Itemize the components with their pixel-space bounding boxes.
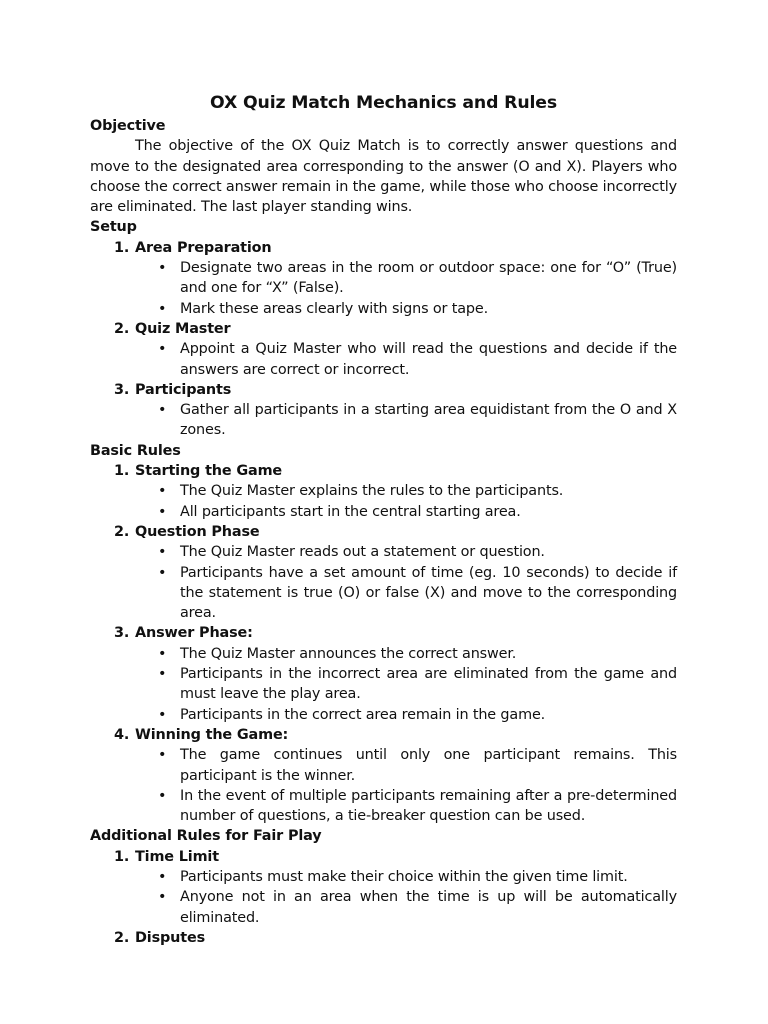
numbered-list [90, 847, 677, 948]
numbered-item [90, 725, 677, 826]
item-title: Winning the Game: [135, 726, 289, 743]
bullet-list [135, 644, 677, 725]
bullet-list [135, 481, 677, 522]
bullet-item: • The Quiz Master explains the rules to the participants. [135, 481, 677, 501]
item-title: Answer Phase: [135, 625, 253, 642]
bullet-item: • Participants in the correct area remain in the game. [135, 705, 677, 725]
item-number: 2. [114, 523, 130, 540]
document-sections [90, 116, 677, 948]
numbered-item [90, 847, 677, 928]
item-number: 3. [114, 381, 130, 398]
numbered-item [90, 319, 677, 380]
numbered-item [90, 461, 677, 522]
item-title: Quiz Master [135, 320, 231, 337]
item-number: 3. [114, 625, 130, 642]
item-title: Area Preparation [135, 239, 272, 256]
item-title: Question Phase [135, 523, 260, 540]
numbered-item [90, 928, 677, 948]
bullet-list [135, 745, 677, 826]
section-paragraph: The objective of the OX Quiz Match is to correctly answer questions and move to the designated area corresponding to the answer (O and X). Players who choose the correct answer remain in the game, while those who choose incorrectly are eliminated. The last player standing wins. [90, 138, 677, 216]
numbered-item [90, 238, 677, 319]
bullet-item: • The Quiz Master announces the correct answer. [135, 644, 677, 664]
bullet-item: • All participants start in the central starting area. [135, 502, 677, 522]
bullet-list [135, 258, 677, 319]
numbered-list [90, 238, 677, 441]
bullet-list [135, 867, 677, 928]
item-number: 4. [114, 726, 130, 743]
item-number: 2. [114, 320, 130, 337]
numbered-item [90, 623, 677, 724]
bullet-item: • Designate two areas in the room or outdoor space: one for “O” (True) and one for “X” (False). [135, 258, 677, 299]
section-heading: Objective [90, 118, 166, 134]
item-number: 2. [114, 929, 130, 946]
numbered-item [90, 380, 677, 441]
document-title: OX Quiz Match Mechanics and Rules [210, 93, 557, 113]
bullet-item: • In the event of multiple participants remaining after a pre-determined number of questions, a tie-breaker question can be used. [135, 786, 677, 827]
document-body [90, 93, 677, 948]
bullet-list [135, 542, 677, 623]
bullet-item: • Participants in the incorrect area are eliminated from the game and must leave the play area. [135, 664, 677, 705]
bullet-item: • Anyone not in an area when the time is up will be automatically eliminated. [135, 887, 677, 928]
bullet-item: • Mark these areas clearly with signs or tape. [135, 299, 677, 319]
bullet-list [135, 400, 677, 441]
bullet-item: • Appoint a Quiz Master who will read the questions and decide if the answers are correct or incorrect. [135, 339, 677, 380]
numbered-item [90, 522, 677, 623]
bullet-item: • Gather all participants in a starting area equidistant from the O and X zones. [135, 400, 677, 441]
section-heading: Additional Rules for Fair Play [90, 828, 322, 845]
numbered-list [90, 461, 677, 826]
bullet-list [135, 339, 677, 380]
section-heading: Setup [90, 219, 137, 236]
bullet-item: • Participants have a set amount of time (eg. 10 seconds) to decide if the statement is true (O) or false (X) and move to the corresponding area. [135, 563, 677, 624]
item-title: Starting the Game [135, 463, 283, 480]
bullet-item: • Participants must make their choice within the given time limit. [135, 867, 677, 887]
bullet-item: • The game continues until only one participant remains. This participant is the winner. [135, 745, 677, 786]
item-number: 1. [114, 848, 130, 865]
item-title: Time Limit [135, 848, 219, 865]
section-heading: Basic Rules [90, 442, 181, 459]
item-title: Disputes [135, 929, 205, 946]
item-title: Participants [135, 381, 232, 398]
item-number: 1. [114, 239, 130, 256]
bullet-item: • The Quiz Master reads out a statement or question. [135, 542, 677, 562]
item-number: 1. [114, 463, 130, 480]
